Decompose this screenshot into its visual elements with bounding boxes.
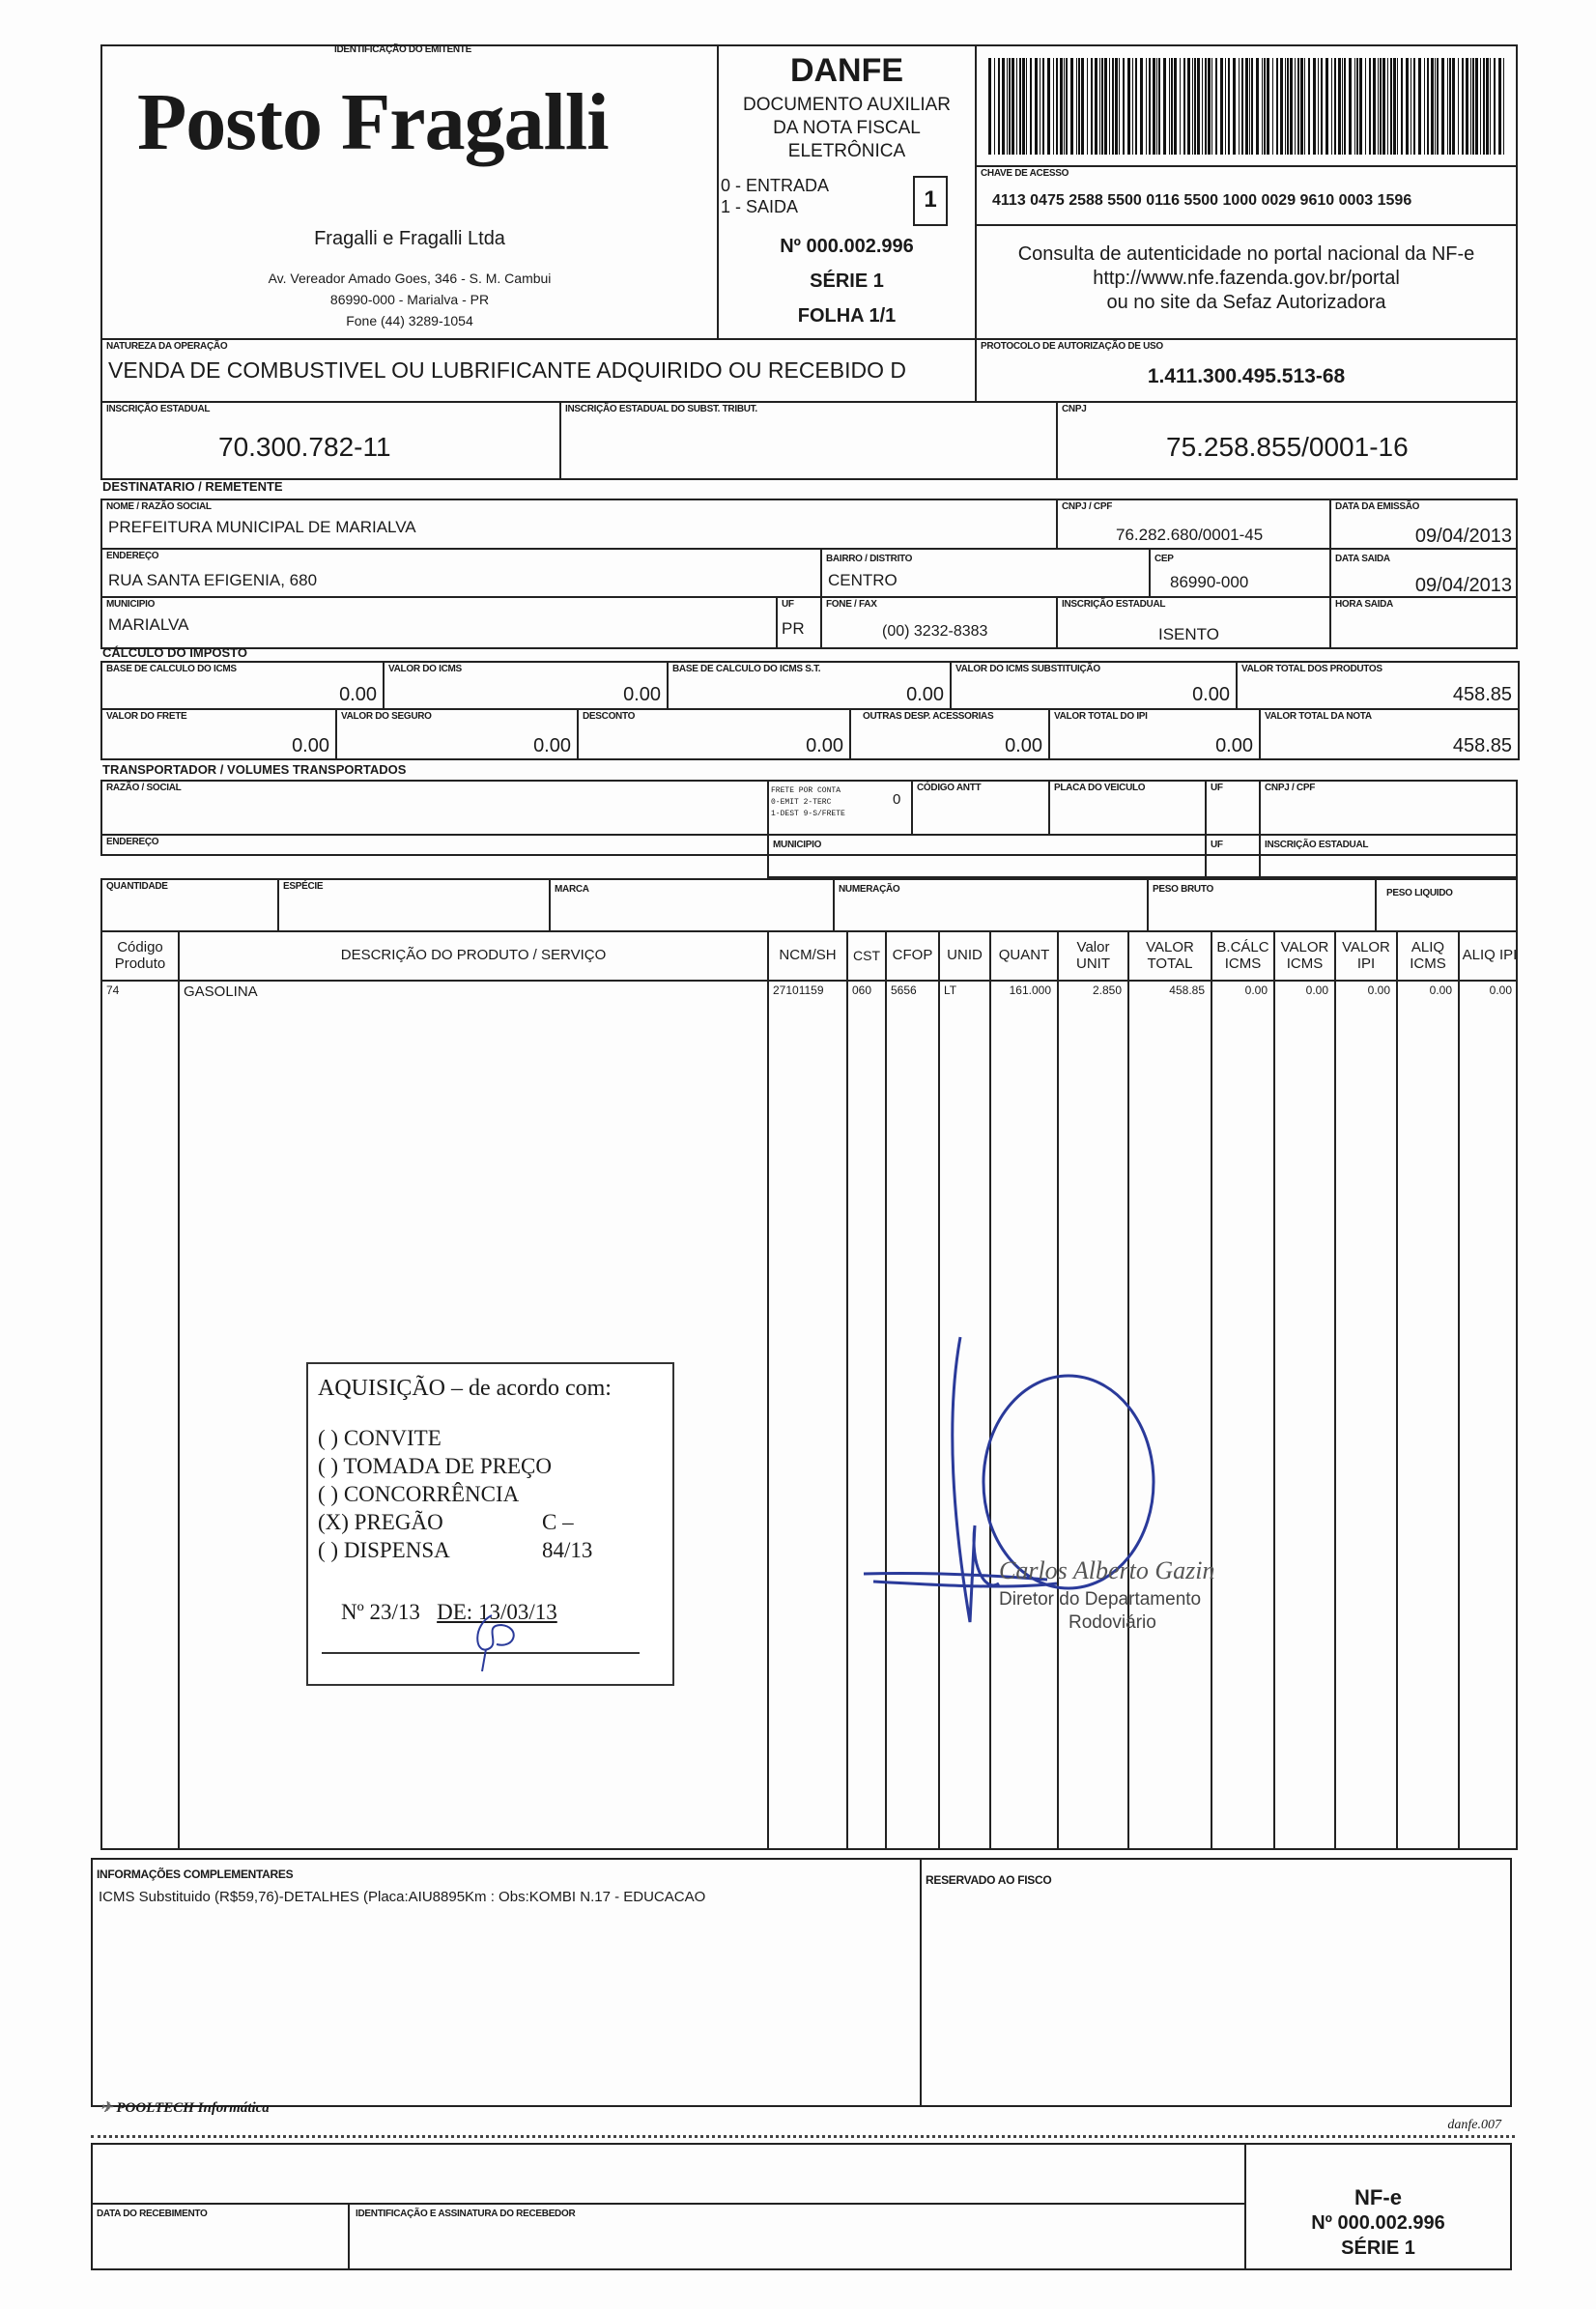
pooltech-logo-icon: ✈: [100, 2100, 117, 2116]
vol-numeracao-box: [833, 878, 1149, 932]
vol-especie-label: ESPÉCIE: [283, 881, 324, 892]
danfe-subtitle-2: DA NOTA FISCAL: [773, 118, 921, 138]
consulta-line-3: ou no site da Sefaz Autorizadora: [1106, 292, 1386, 313]
vol-peso-bruto-label: PESO BRUTO: [1153, 884, 1213, 895]
column-header: VALOR ICMS: [1275, 932, 1336, 980]
destinatario-section-label: DESTINATARIO / REMETENTE: [102, 479, 283, 494]
column-header: ALIQ IPI: [1462, 947, 1518, 964]
transp-razao-box: [100, 780, 769, 836]
pooltech-text: POOLTECH Informática: [116, 2100, 270, 2116]
natureza-box: [100, 338, 977, 403]
transp-antt-label: CÓDIGO ANTT: [917, 783, 982, 793]
natureza-value: VENDA DE COMBUSTIVEL OU LUBRIFICANTE ADQUIRIDO OU RECEBIDO D: [108, 357, 907, 383]
column-header: B.CÁLC ICMS: [1212, 932, 1275, 980]
transp-uf-label: UF: [1211, 783, 1223, 793]
calc-label: VALOR DO FRETE: [106, 711, 187, 722]
calc-cell: [1236, 661, 1520, 710]
company-logo: Posto Fragalli: [137, 77, 609, 167]
calc-cell: [950, 661, 1238, 710]
pooltech-credit: [100, 2098, 270, 2117]
emitente-section-label: IDENTIFICAÇÃO DO EMITENTE: [334, 44, 471, 55]
vol-numeracao-label: NUMERAÇÃO: [839, 884, 900, 895]
dest-ie-label: INSCRIÇÃO ESTADUAL: [1062, 599, 1166, 610]
dest-saida-box: [1329, 548, 1518, 598]
dest-endereco-label: ENDEREÇO: [106, 551, 159, 561]
product-cell: LT: [944, 983, 957, 997]
dest-municipio-label: MUNICIPIO: [106, 599, 156, 610]
danfe-title: DANFE: [789, 52, 904, 89]
dest-emissao-box: [1329, 499, 1518, 550]
cnpj-box: [1056, 401, 1518, 480]
assinatura-recebedor-label: IDENTIFICAÇÃO E ASSINATURA DO RECEBEDOR: [356, 2209, 576, 2219]
aquisicao-option-concorrencia: ( ) CONCORRÊNCIA: [318, 1482, 520, 1506]
dest-fone-label: FONE / FAX: [826, 599, 877, 610]
product-cell: 0.00: [1489, 983, 1512, 997]
column-header: ALIQ ICMS: [1398, 932, 1460, 980]
signatory-title-2: Rodoviário: [1069, 1612, 1156, 1633]
dest-saida-label: DATA SAIDA: [1335, 554, 1390, 564]
dest-emissao-value: 09/04/2013: [1414, 526, 1512, 547]
dest-cnpj-label: CNPJ / CPF: [1062, 501, 1113, 512]
transp-cnpj-box: [1259, 780, 1518, 836]
calc-label: DESCONTO: [583, 711, 636, 722]
column-header: CST: [848, 932, 887, 980]
vol-peso-bruto-box: [1147, 878, 1377, 932]
canhoto-box: [91, 2143, 1246, 2270]
product-cell: 060: [852, 983, 872, 997]
column-header: VALOR IPI: [1336, 932, 1398, 980]
canhoto-nfe-box: [1244, 2143, 1512, 2270]
pregao-reference: C – 84/13: [542, 1510, 593, 1562]
vol-quantidade-box: [100, 878, 279, 932]
emitente-cidade: 86990-000 - Marialva - PR: [329, 292, 490, 307]
calc-cell: [383, 661, 669, 710]
transp-placa-label: PLACA DO VEICULO: [1054, 783, 1146, 793]
column-header: QUANT: [991, 932, 1059, 980]
vol-quantidade-label: QUANTIDADE: [106, 881, 168, 892]
calc-label: VALOR DO ICMS SUBSTITUIÇÃO: [955, 664, 1100, 674]
calculo-section-label: CÁLCULO DO IMPOSTO: [102, 645, 247, 660]
dest-ie-box: [1056, 596, 1331, 649]
emitente-endereco: Av. Vereador Amado Goes, 346 - S. M. Cambui: [268, 271, 552, 286]
emitente-box: [100, 44, 719, 340]
transp-municipio-box: [767, 834, 1207, 878]
calc-value: 0.00: [623, 684, 661, 705]
product-cell: 0.00: [1429, 983, 1452, 997]
aquisicao-option-pregao: (X) PREGÃO: [318, 1510, 443, 1534]
calc-label: OUTRAS DESP. ACESSORIAS: [863, 711, 994, 722]
column-header: CFOP: [887, 932, 940, 980]
calc-label: VALOR TOTAL DOS PRODUTOS: [1241, 664, 1382, 674]
danfe-subtitle-1: DOCUMENTO AUXILIAR: [742, 95, 952, 115]
transp-antt-box: [911, 780, 1050, 836]
frete-value: 0: [893, 791, 901, 808]
dest-endereco-value: RUA SANTA EFIGENIA, 680: [108, 571, 318, 589]
dest-cnpj-box: [1056, 499, 1331, 550]
calc-value: 0.00: [533, 735, 571, 756]
calc-cell: [849, 708, 1050, 760]
vol-marca-label: MARCA: [555, 884, 589, 895]
aquisicao-title: AQUISIÇÃO – de acordo com:: [318, 1376, 612, 1401]
column-header: Código Produto: [102, 932, 180, 980]
product-cell: 0.00: [1305, 983, 1328, 997]
transp-ie-box: [1259, 834, 1518, 878]
calc-value: 0.00: [292, 735, 329, 756]
aquisicao-option-tomada: ( ) TOMADA DE PREÇO: [318, 1454, 552, 1478]
product-cell: 2.850: [1092, 983, 1122, 997]
ie-st-box: [559, 401, 1058, 480]
calc-label: VALOR DO ICMS: [388, 664, 462, 674]
cut-line: [91, 2135, 1515, 2138]
transportador-section-label: TRANSPORTADOR / VOLUMES TRANSPORTADOS: [102, 762, 407, 777]
frete-option-1: 0-EMIT 2-TERC: [771, 798, 832, 807]
calc-value: 458.85: [1452, 684, 1512, 705]
column-header: VALOR TOTAL: [1129, 932, 1212, 980]
signatory-title-1: Diretor do Departamento: [999, 1589, 1202, 1610]
product-cell: 27101159: [773, 983, 824, 997]
calc-label: BASE DE CALCULO DO ICMS: [106, 664, 237, 674]
dest-fone-value: (00) 3232-8383: [882, 623, 988, 640]
product-cell: 74: [106, 983, 120, 997]
danfe-numero: Nº 000.002.996: [780, 236, 914, 257]
dest-ie-value: ISENTO: [1158, 625, 1219, 643]
calc-cell: [100, 708, 337, 760]
danfe-serie: SÉRIE 1: [810, 271, 884, 292]
dest-nome-value: PREFEITURA MUNICIPAL DE MARIALVA: [108, 518, 416, 536]
data-recebimento-label: DATA DO RECEBIMENTO: [97, 2209, 208, 2219]
dest-cep-box: [1149, 548, 1331, 598]
ie-box: [100, 401, 561, 480]
canhoto-numero: Nº 000.002.996: [1311, 2212, 1445, 2234]
aquisicao-option-convite: ( ) CONVITE: [318, 1426, 442, 1450]
column-header: NCM/SH: [769, 932, 848, 980]
chave-acesso-label: CHAVE DE ACESSO: [981, 168, 1069, 179]
ie-label: INSCRIÇÃO ESTADUAL: [106, 404, 211, 414]
column-header: Valor UNIT: [1059, 932, 1129, 980]
product-cell: GASOLINA: [184, 983, 258, 1000]
saida-label: 1 - SAIDA: [721, 197, 799, 216]
dest-emissao-label: DATA DA EMISSÃO: [1335, 501, 1420, 512]
aquisicao-option-dispensa: ( ) DISPENSA: [318, 1538, 450, 1562]
vol-peso-liquido-box: [1375, 878, 1518, 932]
calc-cell: [1048, 708, 1261, 760]
dest-endereco-box: [100, 548, 822, 598]
aquisicao-data: DE: 13/03/13: [437, 1600, 557, 1624]
vol-marca-box: [549, 878, 835, 932]
calc-cell: [335, 708, 579, 760]
dest-municipio-value: MARIALVA: [108, 615, 189, 634]
dest-hora-box: [1329, 596, 1518, 649]
chave-acesso-box: [975, 165, 1518, 226]
dest-municipio-box: [100, 596, 778, 649]
tipo-operacao-box: 1: [913, 176, 948, 226]
column-header: UNID: [940, 932, 991, 980]
transp-placa-box: [1048, 780, 1207, 836]
aquisicao-numero: Nº 23/13: [341, 1600, 420, 1624]
danfe-version: danfe.007: [1447, 2118, 1501, 2132]
signatory-name: Carlos Alberto Gazin: [999, 1556, 1215, 1584]
product-cell: 5656: [891, 983, 917, 997]
calc-label: VALOR TOTAL DO IPI: [1054, 711, 1148, 722]
calc-value: 0.00: [339, 684, 377, 705]
calc-value: 0.00: [906, 684, 944, 705]
dest-hora-label: HORA SAIDA: [1335, 599, 1393, 610]
dest-uf-value: PR: [782, 619, 805, 638]
initials-signature-icon: [463, 1606, 530, 1673]
transp-frete-box: [767, 780, 913, 836]
ie-st-label: INSCRIÇÃO ESTADUAL DO SUBST. TRIBUT.: [565, 404, 757, 414]
dest-nome-label: NOME / RAZÃO SOCIAL: [106, 501, 212, 512]
signature-stamp: [854, 1332, 1308, 1670]
dest-cep-value: 86990-000: [1170, 573, 1249, 591]
barcode-box: [975, 44, 1518, 167]
protocolo-label: PROTOCOLO DE AUTORIZAÇÃO DE USO: [981, 341, 1163, 352]
column-header: DESCRIÇÃO DO PRODUTO / SERVIÇO: [180, 932, 769, 980]
info-complementares-label: INFORMAÇÕES COMPLEMENTARES: [97, 1867, 294, 1881]
calc-label: VALOR TOTAL DA NOTA: [1265, 711, 1372, 722]
calc-label: VALOR DO SEGURO: [341, 711, 432, 722]
calc-cell: [100, 661, 385, 710]
cnpj-label: CNPJ: [1062, 404, 1087, 414]
dest-uf-label: UF: [782, 599, 794, 610]
product-cell: 161.000: [1009, 983, 1051, 997]
chave-acesso-value: 4113 0475 2588 5500 0116 5500 1000 0029 9610 0003 1596: [992, 192, 1412, 209]
aquisicao-stamp: [306, 1362, 674, 1686]
frete-label: FRETE POR CONTA: [771, 786, 841, 795]
calc-cell: [667, 661, 952, 710]
calc-cell: [577, 708, 851, 760]
frete-option-2: 1-DEST 9-S/FRETE: [771, 810, 845, 818]
consulta-line-1: Consulta de autenticidade no portal nacional da NF-e: [1017, 243, 1475, 265]
transp-ie-label: INSCRIÇÃO ESTADUAL: [1265, 840, 1369, 850]
danfe-subtitle-3: ELETRÔNICA: [787, 141, 906, 161]
transp-razao-label: RAZÃO / SOCIAL: [106, 783, 182, 793]
calc-value: 458.85: [1452, 735, 1512, 756]
dest-bairro-value: CENTRO: [828, 571, 898, 589]
emitente-fone: Fone (44) 3289-1054: [346, 313, 473, 328]
transp-cnpj-label: CNPJ / CPF: [1265, 783, 1316, 793]
emitente-razao: Fragalli e Fragalli Ltda: [314, 228, 505, 249]
dest-nome-box: [100, 499, 1058, 550]
consulta-box: [975, 224, 1518, 340]
consulta-url: http://www.nfe.fazenda.gov.br/portal: [1093, 268, 1400, 289]
natureza-label: NATUREZA DA OPERAÇÃO: [106, 341, 228, 352]
product-cell: 458.85: [1169, 983, 1205, 997]
info-complementares-box: [91, 1858, 922, 2107]
ie-value: 70.300.782-11: [218, 432, 391, 462]
produtos-header-row: [102, 932, 1516, 982]
reservado-fisco-box: [920, 1858, 1512, 2107]
product-cell: 0.00: [1244, 983, 1268, 997]
dest-bairro-box: [820, 548, 1151, 598]
calc-cell: [1259, 708, 1520, 760]
dest-fone-box: [820, 596, 1058, 649]
dest-cep-label: CEP: [1154, 554, 1174, 564]
dest-bairro-label: BAIRRO / DISTRITO: [826, 554, 913, 564]
calc-value: 0.00: [1192, 684, 1230, 705]
dest-uf-box: [776, 596, 822, 649]
vol-peso-liquido-label: PESO LIQUIDO: [1386, 888, 1453, 898]
danfe-folha: FOLHA 1/1: [797, 305, 897, 327]
dest-cnpj-value: 76.282.680/0001-45: [1116, 526, 1264, 544]
barcode-icon: [988, 58, 1506, 155]
calc-value: 0.00: [806, 735, 843, 756]
protocolo-box: [975, 338, 1518, 403]
dest-saida-value: 09/04/2013: [1414, 575, 1512, 596]
danfe-title-box: [717, 44, 977, 340]
transp-endereco-label: ENDEREÇO: [106, 837, 159, 847]
vol-especie-box: [277, 878, 551, 932]
canhoto-serie: SÉRIE 1: [1341, 2238, 1415, 2259]
transp-uf-box: [1205, 780, 1261, 836]
product-cell: 0.00: [1367, 983, 1390, 997]
info-complementares-value: ICMS Substituido (R$59,76)-DETALHES (Placa:AIU8895Km : Obs:KOMBI N.17 - EDUCACAO: [99, 1889, 706, 1905]
canhoto-nfe-label: NF-e: [1354, 2185, 1402, 2209]
entrada-label: 0 - ENTRADA: [721, 176, 830, 195]
calc-value: 0.00: [1215, 735, 1253, 756]
cnpj-value: 75.258.855/0001-16: [1166, 432, 1409, 462]
calc-label: BASE DE CALCULO DO ICMS S.T.: [672, 664, 821, 674]
reservado-fisco-label: RESERVADO AO FISCO: [926, 1873, 1052, 1887]
transp-municipio-label: MUNICIPIO: [773, 840, 822, 850]
calc-value: 0.00: [1005, 735, 1042, 756]
transp-uf2-box: [1205, 834, 1261, 878]
protocolo-value: 1.411.300.495.513-68: [1147, 365, 1346, 387]
transp-uf2-label: UF: [1211, 840, 1223, 850]
